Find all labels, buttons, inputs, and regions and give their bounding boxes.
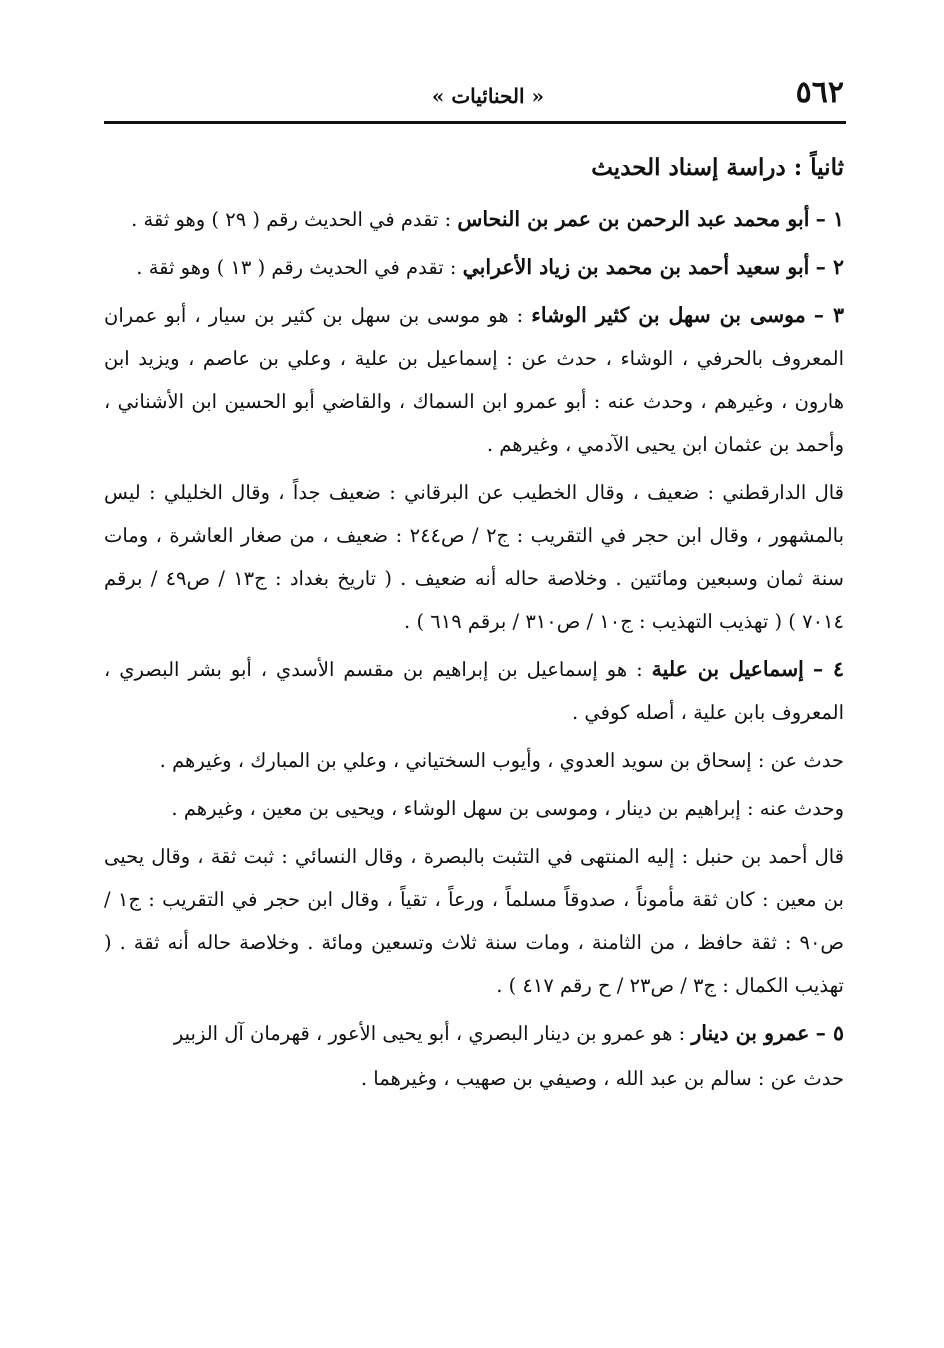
- narrator-1-paragraph: [104, 198, 844, 241]
- paragraph-text: : تقدم في الحديث رقم ( ١٣ ) وهو ثقة .: [136, 256, 463, 279]
- paragraph-text: حدث عن : إسحاق بن سويد العدوي ، وأيوب السختياني ، وعلي بن المبارك ، وغيرهم .: [159, 749, 844, 772]
- narrator-name: موسى بن سهل بن كثير الوشاء: [531, 303, 806, 327]
- item-number: ٥ –: [815, 1021, 844, 1045]
- paragraph-text: : هو موسى بن سهل بن كثير بن سيار ، أبو عمران المعروف بالحرفي ، الوشاء ، حدث عن : إسماعيل بن علية ، وعلي بن عاصم ، ويزيد ابن هارون ، وغيرهم ، وحدث عنه : أبو عمرو ابن السماك ، والقاضي أبو الحسين ابن الأشناني ، وأحمد بن عثمان ابن يحيى الآدمي ، وغيرهم .: [104, 304, 844, 456]
- narrator-5-teachers-paragraph: [104, 1057, 844, 1100]
- narrator-4-teachers-paragraph: [104, 739, 844, 782]
- paragraph-text: : هو إسماعيل بن إبراهيم بن مقسم الأسدي ، أبو بشر البصري ، المعروف بابن علية ، أصله كوفي .: [104, 658, 844, 724]
- narrator-4-grading-paragraph: [104, 835, 844, 1007]
- paragraph-text: : هو عمرو بن دينار البصري ، أبو يحيى الأعور ، قهرمان آل الزبير: [173, 1022, 692, 1045]
- narrator-4-students-paragraph: [104, 787, 844, 830]
- narrator-5-paragraph: [104, 1012, 844, 1055]
- page-body: [104, 146, 844, 1105]
- item-number: ٣ –: [813, 303, 844, 327]
- item-number: ١ –: [815, 207, 844, 231]
- narrator-name: أبو محمد عبد الرحمن بن عمر بن النحاس: [457, 207, 810, 231]
- paragraph-text: حدث عن : سالم بن عبد الله ، وصيفي بن صهيب ، وغيرهما .: [360, 1067, 844, 1090]
- running-title: « الحنائيات »: [431, 84, 544, 108]
- narrator-name: أبو سعيد أحمد بن محمد بن زياد الأعرابي: [462, 255, 810, 279]
- section-title: ثانياً : دراسة إسناد الحديث: [591, 154, 844, 181]
- paragraph-text: وحدث عنه : إبراهيم بن دينار ، وموسى بن سهل الوشاء ، ويحيى بن معين ، وغيرهم .: [171, 797, 844, 820]
- narrator-4-paragraph: [104, 648, 844, 734]
- narrator-name: عمرو بن دينار: [691, 1021, 810, 1045]
- paragraph-text: : تقدم في الحديث رقم ( ٢٩ ) وهو ثقة .: [131, 208, 458, 231]
- narrator-name: إسماعيل بن علية: [651, 657, 804, 681]
- paragraph-text: قال أحمد بن حنبل : إليه المنتهى في التثبت بالبصرة ، وقال النسائي : ثبت ثقة ، وقال يحيى بن معين : كان ثقة مأموناً ، صدوقاً مسلماً ، ورعاً ، تقياً ، وقال ابن حجر في التقريب : ج١ / ص٩٠ : ثقة حافظ ، من الثامنة ، ومات سنة ثلاث وتسعين ومائة . وخلاصة حاله أنه ثقة . ( تهذيب الكمال : ج٣ / ص٢٣ / ح رقم ٤١٧ ) .: [104, 845, 844, 997]
- narrator-3-grading-paragraph: [104, 471, 844, 643]
- page-number: ٥٦٢: [795, 75, 844, 110]
- narrator-2-paragraph: [104, 246, 844, 289]
- item-number: ٤ –: [812, 657, 845, 681]
- item-number: ٢ –: [815, 255, 844, 279]
- page-header: [104, 70, 844, 116]
- narrator-3-paragraph: [104, 294, 844, 466]
- header-divider: [104, 121, 846, 124]
- paragraph-text: قال الدارقطني : ضعيف ، وقال الخطيب عن البرقاني : ضعيف جداً ، وقال الخليلي : ليس بالمشهور ، وقال ابن حجر في التقريب : ج٢ / ص٢٤٤ : ضعيف ، من صغار العاشرة ، ومات سنة ثمان وسبعين ومائتين . وخلاصة حاله أنه ضعيف . ( تاريخ بغداد : ج١٣ / ص٤٩ / برقم ٧٠١٤ ) ( تهذيب التهذيب : ج١٠ / ص٣١٠ / برقم ٦١٩ ) .: [104, 481, 845, 633]
